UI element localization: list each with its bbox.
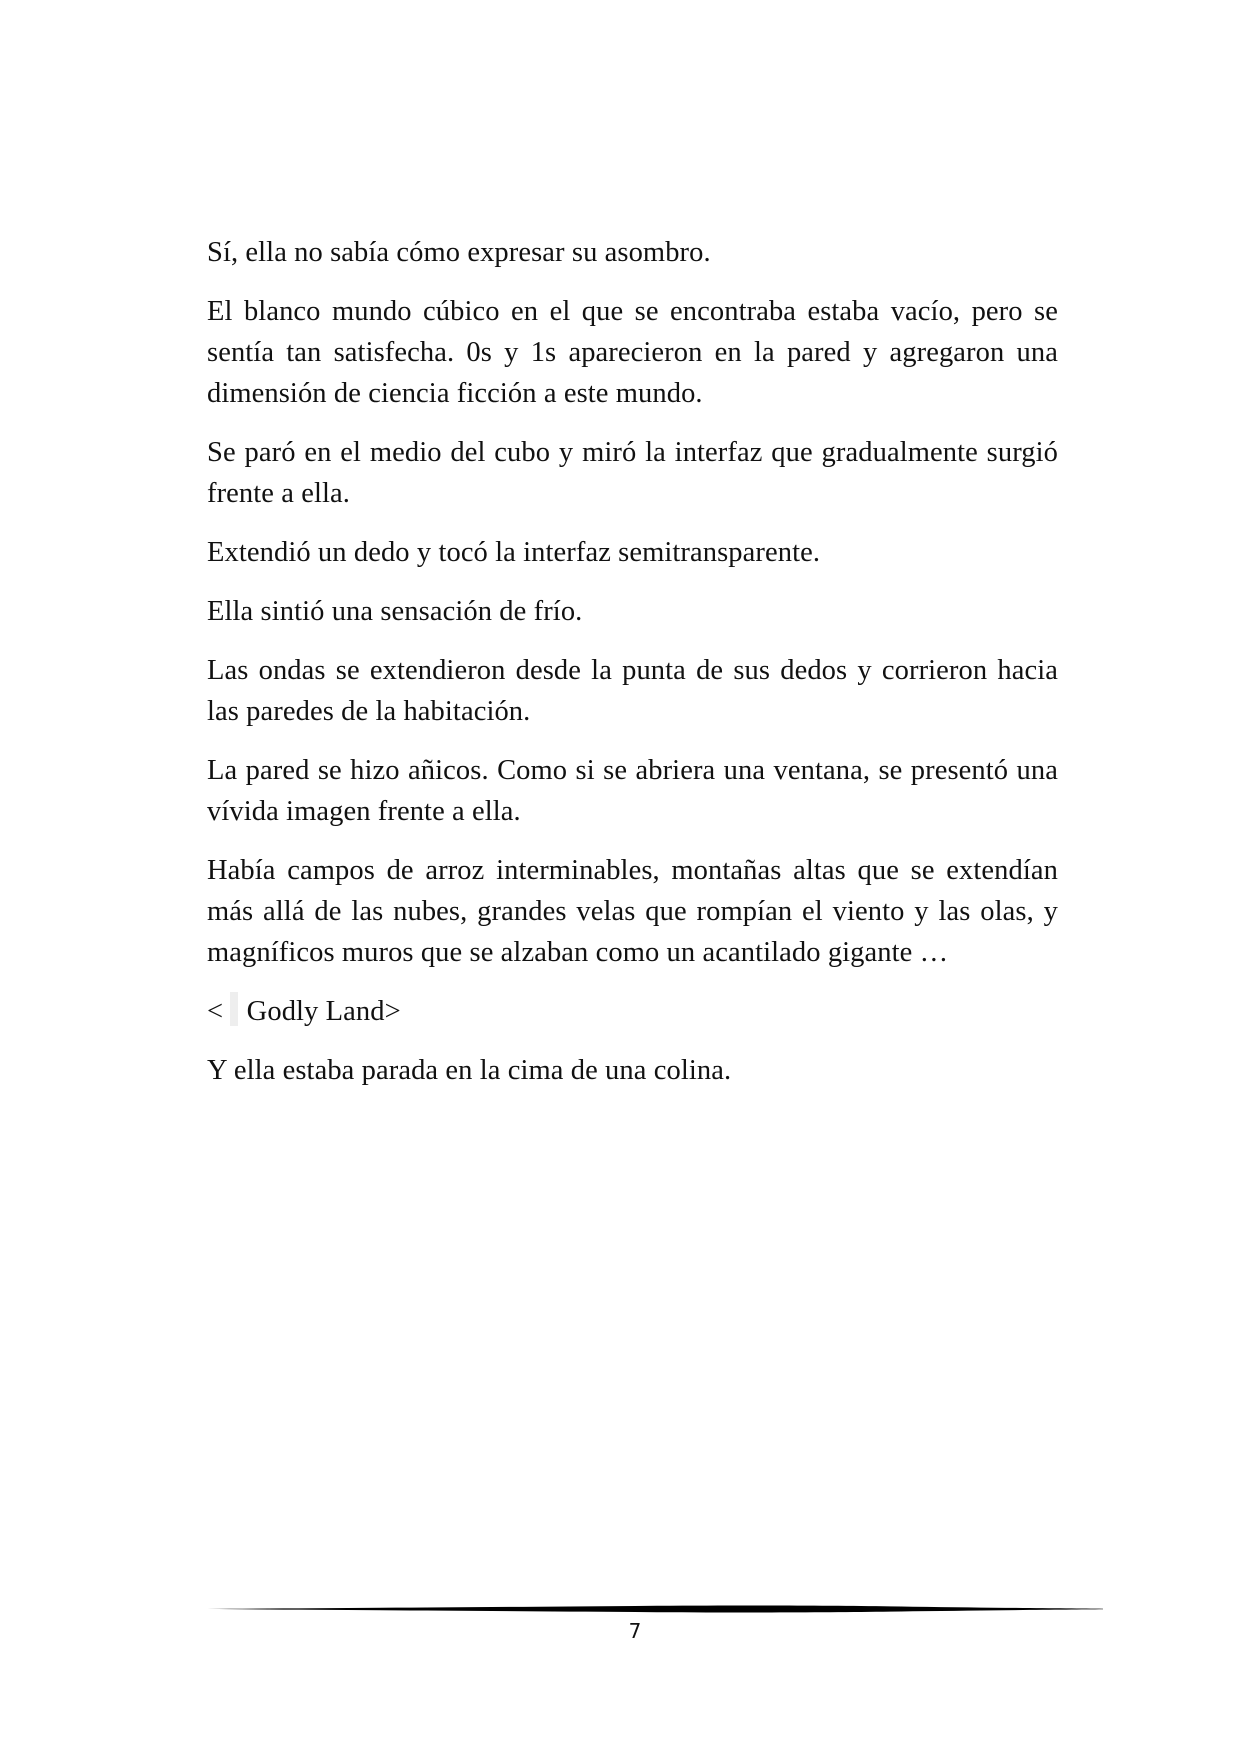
- page-number: 7: [628, 1619, 642, 1643]
- cursor-highlight: [230, 992, 238, 1026]
- title-open-bracket: <: [207, 996, 224, 1027]
- godly-land-title: [207, 991, 401, 1032]
- paragraph-2: El blanco mundo cúbico en el que se encontraba estaba vacío, pero se sentía tan satisfecha. 0s y 1s aparecieron en la pared y agregaron una dimensión de ciencia ficción a este mundo.: [207, 296, 1058, 409]
- closing-paragraph: Y ella estaba parada en la cima de una colina.: [207, 1055, 732, 1086]
- godly-land-title-line: [207, 991, 1058, 1032]
- footer-rule-shape: [207, 1606, 1103, 1613]
- footer-decorative-rule: [207, 1602, 1103, 1616]
- paragraph-7: La pared se hizo añicos. Como si se abriera una ventana, se presentó una vívida imagen frente a ella.: [207, 755, 1058, 827]
- paragraph-5: Ella sintió una sensación de frío.: [207, 596, 583, 627]
- paragraph-1: Sí, ella no sabía cómo expresar su asombro.: [207, 237, 711, 268]
- paragraph-3: Se paró en el medio del cubo y miró la interfaz que gradualmente surgió frente a ella.: [207, 437, 1058, 509]
- paragraph-8: Había campos de arroz interminables, montañas altas que se extendían más allá de las nubes, grandes velas que rompían el viento y las olas, y magníficos muros que se alzaban como un acantilado gigante …: [207, 855, 1058, 968]
- paragraph-4: Extendió un dedo y tocó la interfaz semitransparente.: [207, 537, 821, 568]
- title-text: Godly Land>: [246, 996, 401, 1027]
- document-body: [207, 232, 1058, 1109]
- paragraph-6: Las ondas se extendieron desde la punta de sus dedos y corrieron hacia las paredes de la habitación.: [207, 655, 1058, 727]
